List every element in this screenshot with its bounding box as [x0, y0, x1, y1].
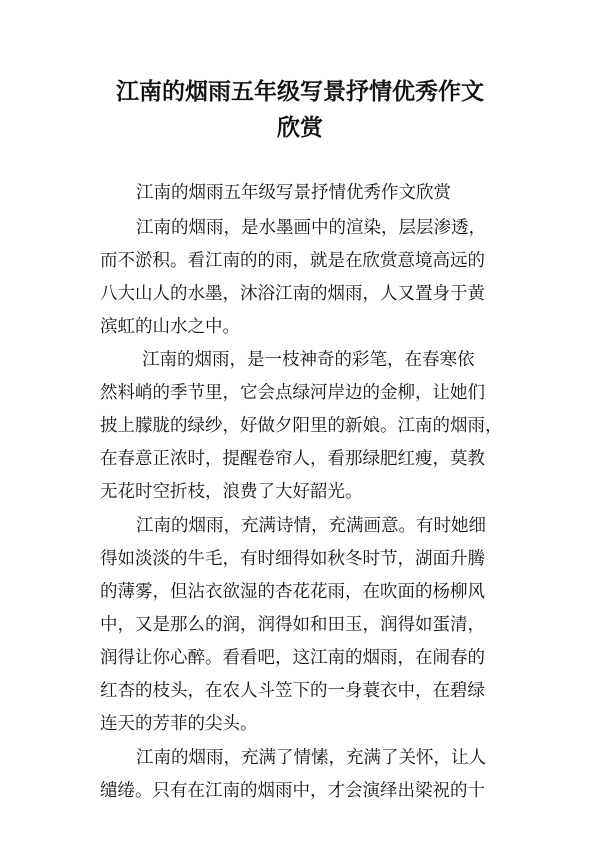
- subtitle-line: 江南的烟雨五年级写景抒情优秀作文欣赏: [136, 183, 451, 203]
- text-line: 江南的烟雨，是一枝神奇的彩笔，在春寒依: [142, 350, 475, 370]
- text-line: 然料峭的季节里，它会点绿河岸边的金柳，让她们: [100, 383, 485, 403]
- text-line: 润得让你心醉。看看吧，这江南的烟雨，在闹春的: [100, 648, 485, 668]
- text-line: 而不淤积。看江南的的雨，就是在欣赏意境高远的: [100, 251, 485, 271]
- text-line: 江南的烟雨，是水墨画中的渲染，层层渗透，: [136, 218, 486, 238]
- document-title: [60, 74, 540, 146]
- text-line: 披上朦胧的绿纱，好做夕阳里的新娘。江南的烟雨，: [100, 416, 503, 436]
- title-line-1: 江南的烟雨五年级写景抒情优秀作文: [116, 79, 484, 105]
- text-line: 的薄雾，但沾衣欲湿的杏花花雨，在吹面的杨柳风: [100, 582, 485, 602]
- text-line: 滨虹的山水之中。: [100, 317, 240, 337]
- text-line: 江南的烟雨，充满诗情，充满画意。有时她细: [136, 516, 486, 536]
- title-line-2: 欣赏: [277, 115, 323, 141]
- text-line: 八大山人的水墨，沐浴江南的烟雨，人又置身于黄: [100, 284, 485, 304]
- text-line: 缱绻。只有在江南的烟雨中，才会演绎出梁祝的十: [100, 781, 485, 801]
- text-line: 江南的烟雨，充满了情愫，充满了关怀，让人: [136, 748, 486, 768]
- text-line: 红杏的枝头，在农人斗笠下的一身蓑衣中，在碧绿: [100, 681, 485, 701]
- text-line: 在春意正浓时，提醒卷帘人，看那绿肥红瘦，莫教: [100, 449, 485, 469]
- text-line: 连天的芳菲的尖头。: [100, 714, 258, 734]
- text-line: 无花时空折枝，浪费了大好韶光。: [100, 482, 363, 502]
- text-line: 得如淡淡的牛毛，有时细得如秋冬时节，湖面升腾: [100, 549, 485, 569]
- text-line: 中，又是那么的润，润得如和田玉，润得如蛋清，: [100, 615, 485, 635]
